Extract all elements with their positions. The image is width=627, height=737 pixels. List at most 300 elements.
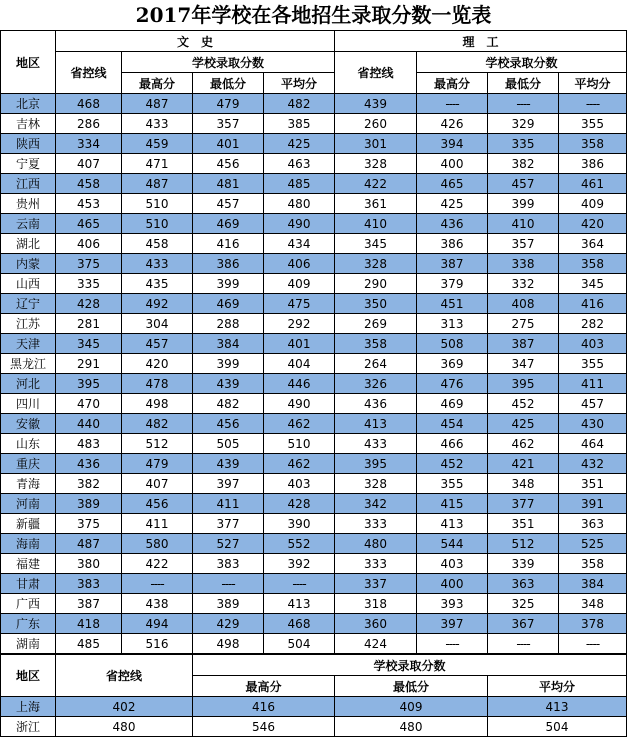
science-average-cell: 348 [559,594,627,614]
region-cell: 浙江 [1,717,56,737]
arts-average-cell: 390 [264,514,335,534]
arts-average-cell: 404 [264,354,335,374]
science-average-cell: 464 [559,434,627,454]
arts-average-cell: 446 [264,374,335,394]
arts-highest-cell: 479 [122,454,193,474]
science-provincial-line-cell: 350 [335,294,417,314]
arts-highest-cell: ---- [122,574,193,594]
science-highest-cell: 436 [417,214,488,234]
science-provincial-line-header: 省控线 [335,52,417,94]
region-cell: 贵州 [1,194,56,214]
arts-lowest-cell: 469 [193,294,264,314]
science-highest-cell: ---- [417,94,488,114]
science-provincial-line-cell: 410 [335,214,417,234]
table-row [1,554,627,574]
provincial-line-cell: 402 [56,697,193,717]
science-lowest-cell: 351 [488,514,559,534]
science-average-cell: 420 [559,214,627,234]
table-row [1,234,627,254]
science-lowest-cell: 332 [488,274,559,294]
region-cell: 陕西 [1,134,56,154]
arts-lowest-cell: 389 [193,594,264,614]
science-provincial-line-cell: 345 [335,234,417,254]
science-highest-cell: 393 [417,594,488,614]
arts-lowest-cell: 469 [193,214,264,234]
arts-average-cell: 385 [264,114,335,134]
science-lowest-cell: 421 [488,454,559,474]
arts-lowest-cell: 505 [193,434,264,454]
arts-provincial-line-cell: 383 [56,574,122,594]
region-cell: 重庆 [1,454,56,474]
arts-highest-cell: 510 [122,194,193,214]
arts-lowest-cell: 399 [193,354,264,374]
science-lowest-cell: 347 [488,354,559,374]
science-highest-cell: 386 [417,234,488,254]
science-highest-cell: 415 [417,494,488,514]
arts-provincial-line-cell: 395 [56,374,122,394]
arts-provincial-line-cell: 440 [56,414,122,434]
region-cell: 山西 [1,274,56,294]
arts-provincial-line-cell: 375 [56,514,122,534]
science-average-cell: 430 [559,414,627,434]
science-lowest-cell: 348 [488,474,559,494]
arts-lowest-cell: 377 [193,514,264,534]
science-highest-cell: 451 [417,294,488,314]
table-row [1,194,627,214]
science-lowest-cell: 339 [488,554,559,574]
science-highest-cell: 508 [417,334,488,354]
combined-highest-header: 最高分 [193,676,335,697]
science-highest-cell: 465 [417,174,488,194]
table-row [1,454,627,474]
region-cell: 海南 [1,534,56,554]
arts-average-cell: 475 [264,294,335,314]
science-header: 理 工 [335,31,627,52]
arts-average-cell: 428 [264,494,335,514]
science-lowest-cell: ---- [488,94,559,114]
table-row [1,354,627,374]
provincial-line-cell: 480 [56,717,193,737]
arts-provincial-line-cell: 470 [56,394,122,414]
arts-average-cell: 401 [264,334,335,354]
arts-provincial-line-header: 省控线 [56,52,122,94]
arts-lowest-cell: 457 [193,194,264,214]
combined-table-body [1,697,627,737]
arts-lowest-cell: 397 [193,474,264,494]
science-lowest-cell: 452 [488,394,559,414]
science-provincial-line-cell: 413 [335,414,417,434]
science-provincial-line-cell: 342 [335,494,417,514]
arts-lowest-cell: 456 [193,154,264,174]
science-average-cell: 403 [559,334,627,354]
table-row [1,314,627,334]
science-average-cell: 384 [559,574,627,594]
table-row [1,294,627,314]
table-row [1,214,627,234]
arts-provincial-line-cell: 453 [56,194,122,214]
score-table [0,30,627,654]
science-lowest-cell: 425 [488,414,559,434]
arts-average-cell: 504 [264,634,335,654]
arts-highest-cell: 487 [122,94,193,114]
arts-average-cell: 392 [264,554,335,574]
arts-provincial-line-cell: 291 [56,354,122,374]
science-highest-cell: 369 [417,354,488,374]
combined-average-header: 平均分 [488,676,627,697]
science-provincial-line-cell: 424 [335,634,417,654]
combined-school-scores-header: 学校录取分数 [193,655,627,676]
table-row [1,634,627,654]
science-highest-cell: 379 [417,274,488,294]
arts-provincial-line-cell: 436 [56,454,122,474]
arts-highest-cell: 487 [122,174,193,194]
science-lowest-cell: 387 [488,334,559,354]
arts-average-cell: 409 [264,274,335,294]
table-row [1,274,627,294]
science-provincial-line-cell: 328 [335,254,417,274]
arts-average-cell: 434 [264,234,335,254]
arts-highest-header: 最高分 [122,73,193,94]
science-provincial-line-cell: 422 [335,174,417,194]
arts-average-cell: 490 [264,394,335,414]
arts-lowest-cell: 357 [193,114,264,134]
arts-provincial-line-cell: 382 [56,474,122,494]
science-highest-cell: 387 [417,254,488,274]
arts-lowest-cell: 439 [193,374,264,394]
combined-lowest-header: 最低分 [335,676,488,697]
table-row [1,697,627,717]
table-row [1,334,627,354]
arts-average-cell: 403 [264,474,335,494]
science-average-cell: 282 [559,314,627,334]
combined-score-table [0,654,627,737]
lowest-cell: 480 [335,717,488,737]
arts-highest-cell: 498 [122,394,193,414]
arts-highest-cell: 456 [122,494,193,514]
table-row [1,474,627,494]
science-highest-cell: 400 [417,154,488,174]
arts-provincial-line-cell: 281 [56,314,122,334]
science-lowest-cell: ---- [488,634,559,654]
table-row [1,134,627,154]
arts-highest-cell: 457 [122,334,193,354]
arts-lowest-cell: 288 [193,314,264,334]
science-highest-cell: 466 [417,434,488,454]
science-lowest-cell: 410 [488,214,559,234]
combined-region-header: 地区 [1,655,56,697]
science-highest-cell: 355 [417,474,488,494]
arts-provincial-line-cell: 485 [56,634,122,654]
science-lowest-cell: 395 [488,374,559,394]
science-provincial-line-cell: 328 [335,154,417,174]
science-average-cell: 358 [559,254,627,274]
region-cell: 广西 [1,594,56,614]
arts-average-cell: 425 [264,134,335,154]
science-average-cell: 461 [559,174,627,194]
arts-highest-cell: 459 [122,134,193,154]
arts-lowest-cell: 429 [193,614,264,634]
arts-lowest-cell: ---- [193,574,264,594]
science-highest-cell: 413 [417,514,488,534]
table-row [1,494,627,514]
science-average-cell: 409 [559,194,627,214]
arts-lowest-cell: 456 [193,414,264,434]
table-row [1,574,627,594]
arts-average-cell: 480 [264,194,335,214]
science-lowest-cell: 399 [488,194,559,214]
science-highest-cell: 400 [417,574,488,594]
science-provincial-line-cell: 337 [335,574,417,594]
arts-provincial-line-cell: 407 [56,154,122,174]
arts-average-cell: 406 [264,254,335,274]
arts-provincial-line-cell: 380 [56,554,122,574]
arts-lowest-cell: 411 [193,494,264,514]
table-row [1,374,627,394]
science-school-scores-header: 学校录取分数 [417,52,627,73]
science-provincial-line-cell: 361 [335,194,417,214]
science-provincial-line-cell: 439 [335,94,417,114]
science-lowest-cell: 457 [488,174,559,194]
science-highest-cell: 394 [417,134,488,154]
arts-lowest-cell: 479 [193,94,264,114]
region-cell: 吉林 [1,114,56,134]
science-lowest-cell: 512 [488,534,559,554]
average-cell: 504 [488,717,627,737]
region-cell: 湖南 [1,634,56,654]
region-cell: 湖北 [1,234,56,254]
arts-highest-cell: 458 [122,234,193,254]
region-cell: 山东 [1,434,56,454]
science-lowest-cell: 377 [488,494,559,514]
arts-average-cell: 490 [264,214,335,234]
science-lowest-cell: 325 [488,594,559,614]
table-row [1,514,627,534]
arts-highest-cell: 422 [122,554,193,574]
table-row [1,94,627,114]
science-provincial-line-cell: 333 [335,514,417,534]
highest-cell: 416 [193,697,335,717]
table-row [1,174,627,194]
arts-average-cell: 482 [264,94,335,114]
average-cell: 413 [488,697,627,717]
arts-provincial-line-cell: 375 [56,254,122,274]
combined-provincial-line-header: 省控线 [56,655,193,697]
science-lowest-cell: 408 [488,294,559,314]
arts-lowest-cell: 416 [193,234,264,254]
arts-highest-cell: 580 [122,534,193,554]
arts-provincial-line-cell: 465 [56,214,122,234]
arts-highest-cell: 494 [122,614,193,634]
science-average-cell: 386 [559,154,627,174]
science-provincial-line-cell: 395 [335,454,417,474]
table-row [1,534,627,554]
science-highest-cell: 397 [417,614,488,634]
arts-lowest-cell: 401 [193,134,264,154]
region-cell: 云南 [1,214,56,234]
science-average-cell: 432 [559,454,627,474]
science-average-cell: 416 [559,294,627,314]
arts-provincial-line-cell: 487 [56,534,122,554]
arts-average-cell: 292 [264,314,335,334]
table-row [1,594,627,614]
score-table-body [1,94,627,654]
science-provincial-line-cell: 333 [335,554,417,574]
science-average-cell: 378 [559,614,627,634]
science-provincial-line-cell: 433 [335,434,417,454]
region-cell: 福建 [1,554,56,574]
region-cell: 甘肃 [1,574,56,594]
arts-lowest-cell: 386 [193,254,264,274]
arts-highest-cell: 512 [122,434,193,454]
region-cell: 北京 [1,94,56,114]
science-highest-cell: ---- [417,634,488,654]
science-provincial-line-cell: 264 [335,354,417,374]
region-cell: 辽宁 [1,294,56,314]
science-lowest-cell: 367 [488,614,559,634]
arts-highest-cell: 516 [122,634,193,654]
arts-lowest-header: 最低分 [193,73,264,94]
arts-lowest-cell: 527 [193,534,264,554]
science-highest-cell: 403 [417,554,488,574]
science-provincial-line-cell: 480 [335,534,417,554]
science-average-cell: 525 [559,534,627,554]
science-lowest-cell: 338 [488,254,559,274]
region-cell: 广东 [1,614,56,634]
arts-lowest-cell: 384 [193,334,264,354]
region-cell: 内蒙 [1,254,56,274]
science-provincial-line-cell: 318 [335,594,417,614]
science-provincial-line-cell: 358 [335,334,417,354]
arts-lowest-cell: 439 [193,454,264,474]
table-row [1,414,627,434]
arts-provincial-line-cell: 335 [56,274,122,294]
arts-lowest-cell: 482 [193,394,264,414]
arts-provincial-line-cell: 387 [56,594,122,614]
science-average-cell: 411 [559,374,627,394]
arts-school-scores-header: 学校录取分数 [122,52,335,73]
region-cell: 新疆 [1,514,56,534]
lowest-cell: 409 [335,697,488,717]
table-row [1,434,627,454]
science-average-cell: 363 [559,514,627,534]
arts-average-cell: 468 [264,614,335,634]
arts-provincial-line-cell: 428 [56,294,122,314]
arts-average-cell: 552 [264,534,335,554]
region-cell: 四川 [1,394,56,414]
science-average-cell: 355 [559,354,627,374]
table-row [1,114,627,134]
arts-highest-cell: 471 [122,154,193,174]
arts-average-cell: ---- [264,574,335,594]
science-provincial-line-cell: 436 [335,394,417,414]
arts-lowest-cell: 383 [193,554,264,574]
science-highest-cell: 469 [417,394,488,414]
arts-average-cell: 462 [264,414,335,434]
arts-highest-cell: 411 [122,514,193,534]
science-average-cell: 351 [559,474,627,494]
science-average-cell: 457 [559,394,627,414]
science-highest-cell: 454 [417,414,488,434]
arts-average-header: 平均分 [264,73,335,94]
science-average-cell: 345 [559,274,627,294]
science-average-cell: ---- [559,94,627,114]
science-average-cell: ---- [559,634,627,654]
region-cell: 安徽 [1,414,56,434]
region-cell: 青海 [1,474,56,494]
region-cell: 河北 [1,374,56,394]
science-provincial-line-cell: 328 [335,474,417,494]
arts-highest-cell: 438 [122,594,193,614]
sheet-title: 2017年学校在各地招生录取分数一览表 [135,3,492,27]
arts-provincial-line-cell: 345 [56,334,122,354]
arts-lowest-cell: 498 [193,634,264,654]
science-highest-cell: 452 [417,454,488,474]
science-lowest-header: 最低分 [488,73,559,94]
arts-highest-cell: 304 [122,314,193,334]
region-cell: 黑龙江 [1,354,56,374]
arts-lowest-cell: 481 [193,174,264,194]
science-lowest-cell: 363 [488,574,559,594]
arts-provincial-line-cell: 389 [56,494,122,514]
arts-provincial-line-cell: 334 [56,134,122,154]
arts-highest-cell: 420 [122,354,193,374]
region-cell: 天津 [1,334,56,354]
science-lowest-cell: 357 [488,234,559,254]
science-provincial-line-cell: 301 [335,134,417,154]
science-highest-cell: 426 [417,114,488,134]
science-highest-cell: 313 [417,314,488,334]
science-average-cell: 364 [559,234,627,254]
arts-provincial-line-cell: 286 [56,114,122,134]
science-highest-cell: 544 [417,534,488,554]
science-lowest-cell: 462 [488,434,559,454]
arts-highest-cell: 510 [122,214,193,234]
science-provincial-line-cell: 326 [335,374,417,394]
arts-average-cell: 462 [264,454,335,474]
region-cell: 上海 [1,697,56,717]
arts-average-cell: 463 [264,154,335,174]
science-lowest-cell: 329 [488,114,559,134]
science-provincial-line-cell: 290 [335,274,417,294]
arts-provincial-line-cell: 418 [56,614,122,634]
arts-highest-cell: 478 [122,374,193,394]
arts-lowest-cell: 399 [193,274,264,294]
region-header: 地区 [1,31,56,94]
table-row [1,254,627,274]
science-provincial-line-cell: 360 [335,614,417,634]
arts-highest-cell: 407 [122,474,193,494]
science-highest-header: 最高分 [417,73,488,94]
science-lowest-cell: 335 [488,134,559,154]
arts-average-cell: 413 [264,594,335,614]
arts-highest-cell: 433 [122,114,193,134]
arts-highest-cell: 433 [122,254,193,274]
arts-header: 文 史 [56,31,335,52]
arts-provincial-line-cell: 406 [56,234,122,254]
science-average-cell: 355 [559,114,627,134]
arts-highest-cell: 482 [122,414,193,434]
science-highest-cell: 425 [417,194,488,214]
science-highest-cell: 476 [417,374,488,394]
science-provincial-line-cell: 269 [335,314,417,334]
arts-average-cell: 485 [264,174,335,194]
science-average-cell: 391 [559,494,627,514]
science-average-header: 平均分 [559,73,627,94]
science-average-cell: 358 [559,134,627,154]
science-average-cell: 358 [559,554,627,574]
science-lowest-cell: 382 [488,154,559,174]
region-cell: 河南 [1,494,56,514]
